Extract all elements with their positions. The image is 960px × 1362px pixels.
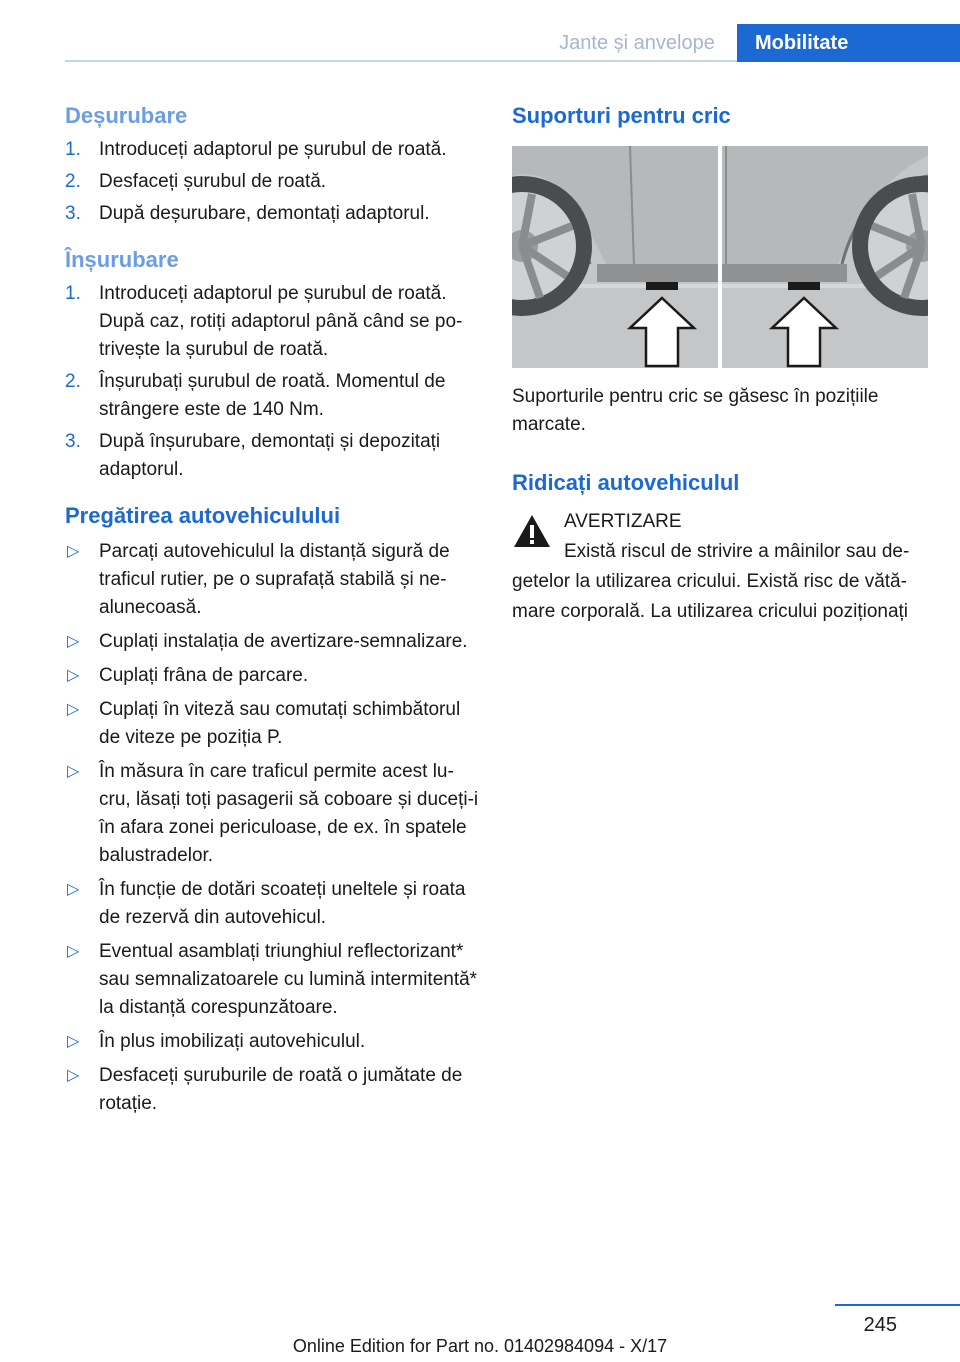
list-item: 3. După deșurubare, demontați adaptorul. (65, 203, 430, 224)
jack-points-illustration (512, 146, 928, 368)
list-item: 2. Desfaceți șurubul de roată. (65, 171, 327, 192)
list-item: ▷ În măsura în care traficul permite acest lucru, lăsați toți pasagerii să coboare și duceți-i în afara zonei periculoase, de ex. în spatele balustradelor. (65, 758, 479, 870)
triangle-bullet-icon: ▷ (67, 633, 80, 650)
list-item: ▷ Cuplați instalația de avertizare-semnalizare. (65, 628, 479, 656)
section-title-desurubare: Deșurubare (65, 103, 188, 128)
section-title-pregatire: Pregătirea autovehiculului (65, 503, 341, 528)
list-item: ▷ În funcție de dotări scoateți uneltele și roata de rezervă din autovehicul. (65, 876, 479, 932)
list-item: 2. Înșurubați șurubul de roată. Momentul de strângere este de 140 Nm. (65, 371, 446, 420)
list-item: ▷ În plus imobilizați autovehiculul. (65, 1028, 479, 1056)
header-section[interactable]: Jante și anvelope (559, 31, 715, 54)
warning-title: AVERTIZARE (564, 511, 682, 532)
list-item: 1. Introduceți adaptorul pe șurubul de roată. (65, 139, 447, 160)
list-item: ▷ Eventual asamblați triunghiul reflectorizant* sau semnalizatoarele cu lumină intermitentă* la distanță corespunzătoare. (65, 938, 479, 1022)
header-chapter-tab[interactable]: Mobilitate (737, 24, 960, 62)
section-title-suporturi: Suporturi pentru cric (512, 103, 731, 128)
list-item: ▷ Desfaceți șuruburile de roată o jumătate de rotație. (65, 1062, 479, 1118)
warning-text: Există riscul de strivire a mâinilor sau degetelor la utilizarea cricului. Există risc de vătămare corporală. La utilizarea cricului poziționați (512, 541, 910, 622)
triangle-bullet-icon: ▷ (67, 763, 80, 780)
steps-desurubare (65, 136, 479, 228)
footer-rule (835, 1304, 960, 1306)
triangle-bullet-icon: ▷ (67, 1033, 80, 1050)
triangle-bullet-icon: ▷ (67, 881, 80, 898)
list-item: ▷ Cuplați frâna de parcare. (65, 662, 479, 690)
section-title-ridicati: Ridicați autovehiculul (512, 470, 740, 495)
list-item: ▷ Cuplați în viteză sau comutați schimbătorul de viteze pe poziția P. (65, 696, 479, 752)
right-column (512, 100, 928, 627)
edition-footer: Online Edition for Part no. 01402984094 - X/17 (292, 1336, 668, 1356)
warning-block (512, 507, 928, 627)
list-item: ▷ Parcați autovehiculul la distanță sigură de traficul rutier, pe o suprafață stabilă și nealunecoasă. (65, 538, 479, 622)
triangle-bullet-icon: ▷ (67, 667, 80, 684)
left-column (65, 100, 479, 1124)
triangle-bullet-icon: ▷ (67, 943, 80, 960)
triangle-bullet-icon: ▷ (67, 543, 80, 560)
section-title-insurubare: Înșurubare (65, 247, 179, 272)
triangle-bullet-icon: ▷ (67, 1067, 80, 1084)
jack-points-caption: Suporturile pentru cric se găsesc în pozițiile marcate. (512, 386, 879, 435)
page-number: 245 (863, 1314, 897, 1336)
bullets-pregatire (65, 538, 479, 1118)
list-item: 1. Introduceți adaptorul pe șurubul de roată. După caz, rotiți adaptorul până când se potrivește la șurubul de roată. (65, 283, 463, 360)
warning-triangle-icon (512, 513, 552, 549)
list-item: 3. După înșurubare, demontați și depozitați adaptorul. (65, 431, 441, 480)
steps-insurubare (65, 280, 479, 484)
triangle-bullet-icon: ▷ (67, 701, 80, 718)
